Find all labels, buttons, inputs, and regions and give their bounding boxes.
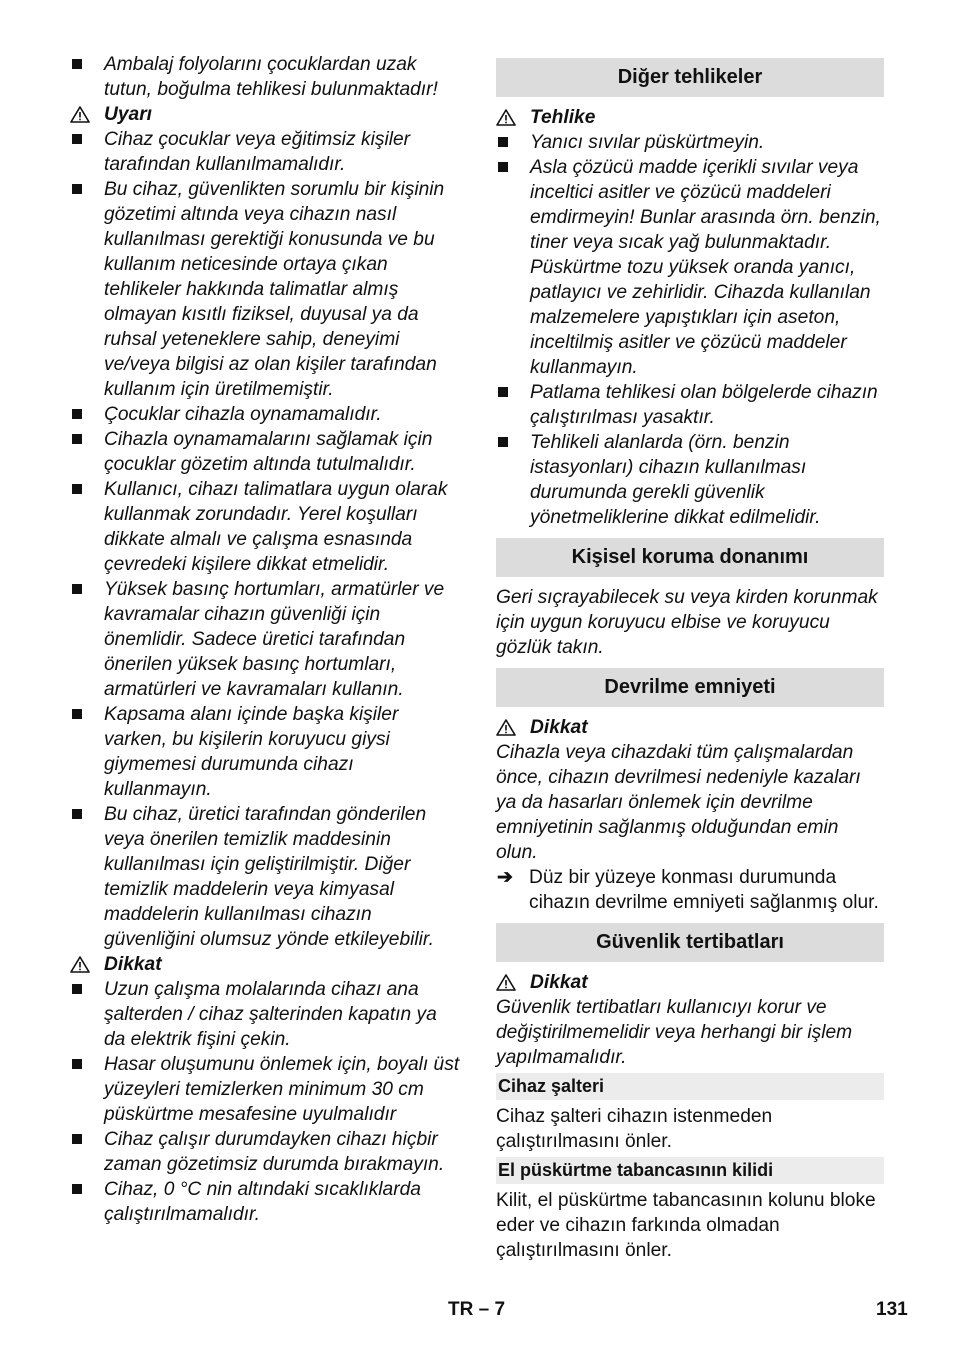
paragraph: Güvenlik tertibatları kullanıcıyı korur ve değiştirilmemelidir veya herhangi bir işlem yapılmamalıdır.: [496, 997, 853, 1068]
warning-triangle-icon: [496, 974, 516, 991]
bullet-item: Bu cihaz, güvenlikten sorumlu bir kişinin gözetimi altında veya cihazın nasıl kullanılması gerektiği konusunda ve bu kullanım neticesinde ortaya çıkan tehlikeler hakkında talimatlar almış olmayan kısıtlı fiziksel, duyusal ya da ruhsal yeteneklere sahip, deneyimi ve/veya bilgisi az olan kişiler tarafından kullanım için üretilmemiştir.: [70, 177, 462, 402]
left-column: [70, 52, 462, 1227]
arrow-item: [496, 865, 884, 915]
warning-heading: [496, 970, 884, 995]
arrow-item-text: Düz bir yüzeye konması durumunda cihazın devrilme emniyeti sağlanmış olur.: [529, 867, 879, 913]
paragraph: Kilit, el püskürtme tabancasının kolunu bloke eder ve cihazın farkında olmadan çalıştırılmasını önler.: [496, 1190, 876, 1261]
warning-heading: [70, 952, 462, 977]
warning-label: Tehlike: [530, 107, 596, 128]
warning-label: Dikkat: [530, 717, 588, 738]
bullet-item: Asla çözücü madde içerikli sıvılar veya inceltici asitler ve çözücü maddeleri emdirmeyin! Bunlar arasında örn. benzin, tiner veya sıcak yağ bulunmaktadır. Püskürtme tozu yüksek oranda yanıcı, patlayıcı ve zehirlidir. Cihazda kullanılan malzemelere yapıştıkları için aseton, inceltilmiş asitler ve çözücü maddeler kullanmayın.: [496, 155, 884, 380]
warning-triangle-icon: [70, 956, 90, 973]
subsection-heading-trigger-lock: El püskürtme tabancasının kilidi: [496, 1157, 884, 1184]
warning-heading: [70, 102, 462, 127]
footer-page-number: 131: [876, 1299, 908, 1320]
bullet-item: Cihaz çocuklar veya eğitimsiz kişiler tarafından kullanılmamalıdır.: [70, 127, 462, 177]
bullet-item: Tehlikeli alanlarda (örn. benzin istasyonları) cihazın kullanılması durumunda gerekli güvenlik yönetmeliklerine dikkat edilmelidir.: [496, 430, 884, 530]
paragraph: Cihaz şalteri cihazın istenmeden çalıştırılmasını önler.: [496, 1106, 773, 1152]
bullet-item: Uzun çalışma molalarında cihazı ana şalterden / cihaz şalterinden kapatın ya da elektrik fişini çekin.: [70, 977, 462, 1052]
paragraph: Cihazla veya cihazdaki tüm çalışmalardan önce, cihazın devrilmesi nedeniyle kazaları ya da hasarları önlemek için devrilme emniyetinin sağlanmış olduğundan emin olun.: [496, 742, 861, 863]
bullet-item: Ambalaj folyolarını çocuklardan uzak tutun, boğulma tehlikesi bulunmaktadır!: [70, 52, 462, 102]
warning-triangle-icon: [496, 109, 516, 126]
bullet-item: Kapsama alanı içinde başka kişiler varken, bu kişilerin koruyucu giysi giymemesi durumunda cihazı kullanmayın.: [70, 702, 462, 802]
warning-triangle-icon: [496, 719, 516, 736]
bullet-item: Hasar oluşumunu önlemek için, boyalı üst yüzeyleri temizlerken minimum 30 cm püskürtme mesafesine uyulmalıdır: [70, 1052, 462, 1127]
bullet-item: Cihaz, 0 °C nin altındaki sıcaklıklarda çalıştırılmamalıdır.: [70, 1177, 462, 1227]
warning-label: Dikkat: [530, 972, 588, 993]
warning-label: Dikkat: [104, 954, 162, 975]
footer-section-label: TR – 7: [448, 1299, 506, 1320]
bullet-item: Kullanıcı, cihazı talimatlara uygun olarak kullanmak zorundadır. Yerel koşulları dikkate almalı ve çalışma esnasında çevredeki kişilere dikkat etmelidir.: [70, 477, 462, 577]
warning-triangle-icon: [70, 106, 90, 123]
bullet-item: Çocuklar cihazla oynamamalıdır.: [70, 402, 462, 427]
subsection-heading-device-switch: Cihaz şalteri: [496, 1073, 884, 1100]
warning-heading: [496, 715, 884, 740]
right-column: [496, 52, 884, 1263]
section-heading-other-hazards: Diğer tehlikeler: [496, 58, 884, 97]
section-heading-safety-devices: Güvenlik tertibatları: [496, 923, 884, 962]
arrow-right-icon: ➔: [497, 867, 514, 888]
bullet-item: Patlama tehlikesi olan bölgelerde cihazın çalıştırılması yasaktır.: [496, 380, 884, 430]
bullet-item: Yanıcı sıvılar püskürtmeyin.: [496, 130, 884, 155]
section-heading-protective-equipment: Kişisel koruma donanımı: [496, 538, 884, 577]
bullet-item: Cihaz çalışır durumdayken cihazı hiçbir zaman gözetimsiz durumda bırakmayın.: [70, 1127, 462, 1177]
section-heading-tipping-safety: Devrilme emniyeti: [496, 668, 884, 707]
bullet-item: Cihazla oynamamalarını sağlamak için çocuklar gözetim altında tutulmalıdır.: [70, 427, 462, 477]
danger-heading: [496, 105, 884, 130]
warning-label: Uyarı: [104, 104, 152, 125]
bullet-item: Bu cihaz, üretici tarafından gönderilen veya önerilen temizlik maddesinin kullanılması için geliştirilmiştir. Diğer temizlik maddelerin veya kimyasal maddelerin kullanılması cihazın güvenliğini olumsuz yönde etkileyebilir.: [70, 802, 462, 952]
bullet-item: Yüksek basınç hortumları, armatürler ve kavramalar cihazın güvenliği için önemlidir. Sadece üretici tarafından önerilen yüksek basınç hortumları, armatürleri ve kavramaları kullanın.: [70, 577, 462, 702]
paragraph: Geri sıçrayabilecek su veya kirden korunmak için uygun koruyucu elbise ve koruyucu gözlük takın.: [496, 587, 878, 658]
